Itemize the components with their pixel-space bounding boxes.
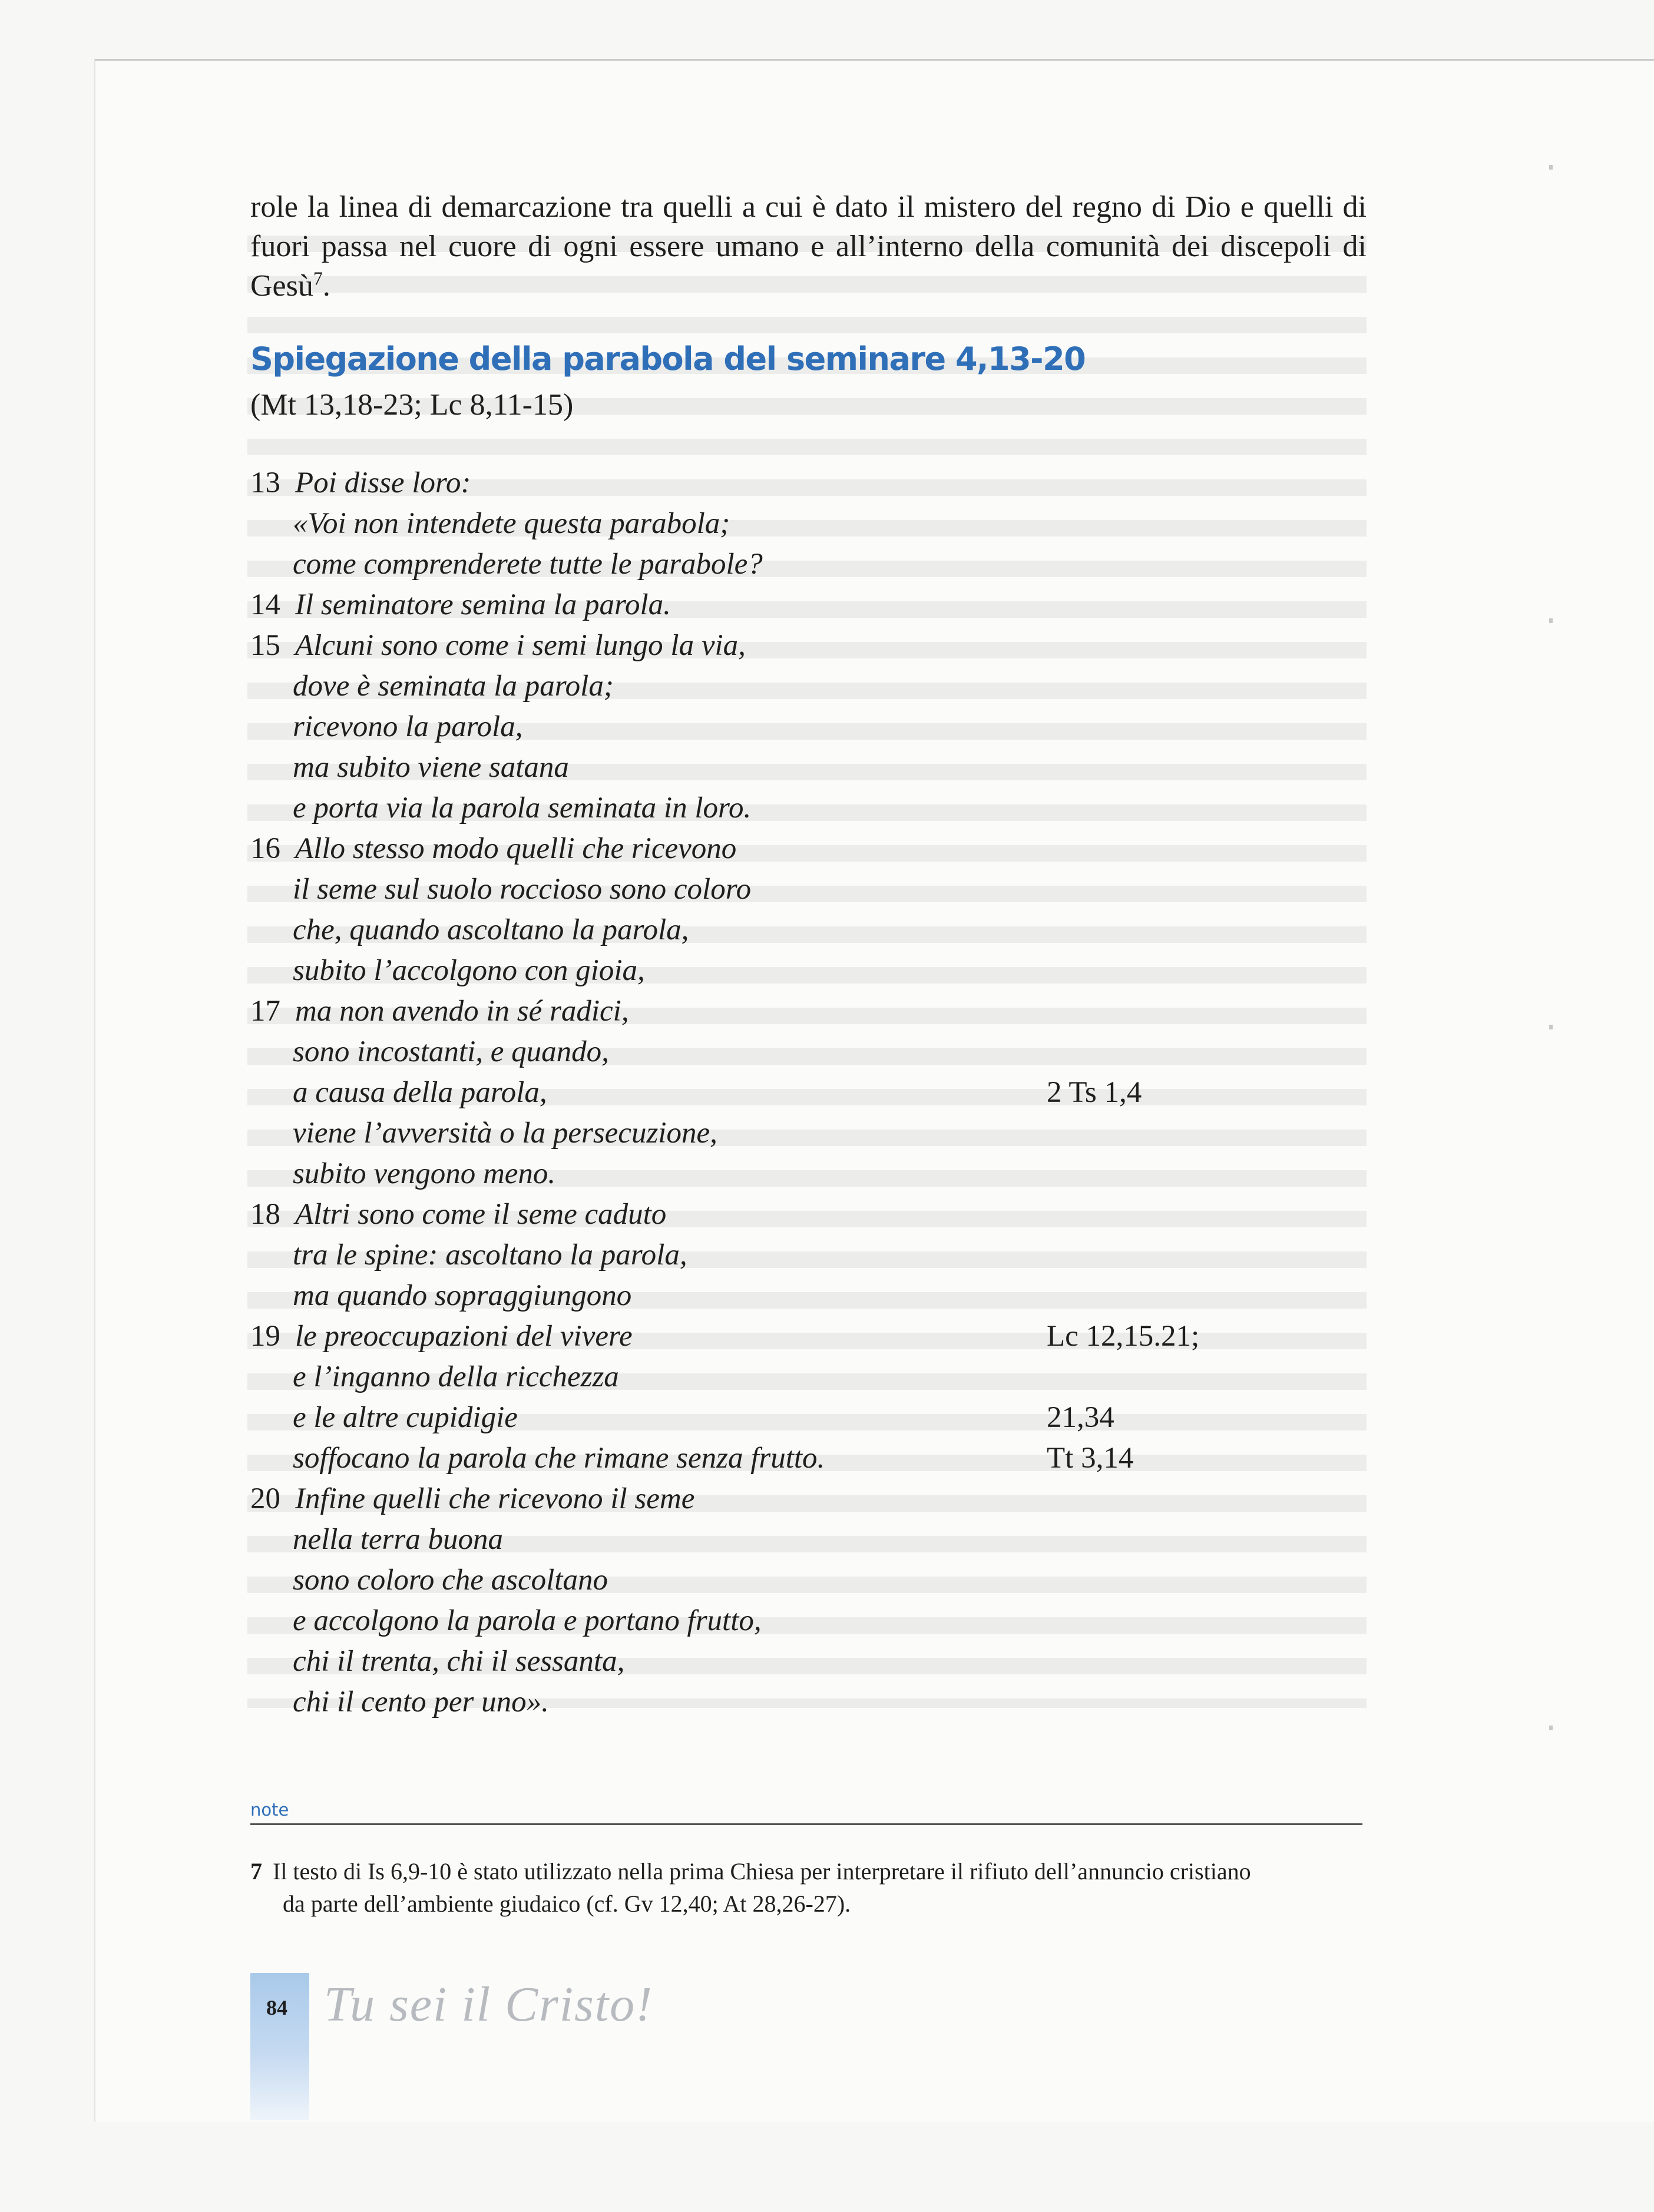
verse-text: Infine quelli che ricevono il seme <box>295 1482 695 1515</box>
verse-line <box>250 951 1399 991</box>
verse-line <box>250 910 1399 951</box>
verse-text: subito vengono meno. <box>293 1157 556 1190</box>
verse-text: e le altre cupidigie <box>293 1401 518 1434</box>
verse-text: le preoccupazioni del vivere <box>295 1320 633 1353</box>
verse-text: subito l’accolgono con gioia, <box>293 954 645 987</box>
margin-speck <box>1549 165 1553 170</box>
verse-text: sono coloro che ascoltano <box>293 1564 608 1597</box>
verse-line <box>250 707 1399 747</box>
verse-number: 18 <box>250 1198 280 1231</box>
intro-end: . <box>322 269 330 303</box>
verse-line <box>250 829 1399 869</box>
verse-line <box>250 869 1399 910</box>
footnote-text-line1: Il testo di Is 6,9-10 è stato utilizzato nella prima Chiesa per interpretare il rifiuto dell’annuncio cristiano <box>273 1858 1251 1885</box>
verse-line <box>250 585 1399 625</box>
verse-number: 15 <box>250 629 280 662</box>
footnote-text-line2: da parte dell’ambiente giudaico (cf. Gv 12,40; At 28,26-27). <box>283 1890 851 1917</box>
verse-number: 19 <box>250 1320 280 1353</box>
verse-text: Poi disse loro: <box>295 466 471 499</box>
running-book-title: Tu sei il Cristo! <box>324 1977 654 2032</box>
parallel-references: (Mt 13,18-23; Lc 8,11-15) <box>250 388 574 422</box>
verse-line <box>250 463 1399 504</box>
verse-line <box>250 544 1399 585</box>
verse-text: dove è seminata la parola; <box>293 670 614 703</box>
margin-speck <box>1549 618 1553 623</box>
verse-text: sono incostanti, e quando, <box>293 1035 609 1068</box>
verse-line <box>250 1601 1399 1641</box>
verse-text: Altri sono come il seme caduto <box>295 1198 667 1231</box>
verse-number: 17 <box>250 995 280 1028</box>
verse-line <box>250 1316 1399 1357</box>
verse-line <box>250 788 1399 829</box>
verse-text: viene l’avversità o la persecuzione, <box>293 1117 717 1150</box>
verse-text: Il seminatore semina la parola. <box>295 588 671 621</box>
footnote-7 <box>250 1855 1364 1920</box>
verse-text: e l’inganno della ricchezza <box>293 1360 619 1393</box>
verse-text: ma non avendo in sé radici, <box>295 995 629 1028</box>
verse-text: soffocano la parola che rimane senza frutto. <box>293 1442 825 1475</box>
intro-text: role la linea di demarcazione tra quelli a cui è dato il mistero del regno di Dio e quelli di fuori passa nel cuore di ogni essere umano e all’interno della comunità dei discepoli di Gesù <box>250 190 1367 303</box>
verse-number: 13 <box>250 466 280 499</box>
verse-text: ma subito viene satana <box>293 751 569 784</box>
margin-speck <box>1549 1025 1553 1029</box>
section-heading: Spiegazione della parabola del seminare 4,13-20 <box>250 340 1086 378</box>
verse-line <box>250 1032 1399 1072</box>
verse-line <box>250 1438 1399 1479</box>
verse-line <box>250 504 1399 544</box>
cross-reference: 21,34 <box>1047 1401 1114 1434</box>
verse-text: come comprenderete tutte le parabole? <box>293 548 763 581</box>
verse-line <box>250 1479 1399 1519</box>
verse-number: 16 <box>250 832 280 865</box>
verse-line <box>250 1235 1399 1276</box>
verse-text: a causa della parola, <box>293 1076 547 1109</box>
verse-text: chi il trenta, chi il sessanta, <box>293 1645 625 1678</box>
verse-line <box>250 1154 1399 1194</box>
verse-line <box>250 991 1399 1032</box>
verse-line <box>250 1560 1399 1601</box>
footnote-reference[interactable]: 7 <box>313 267 323 289</box>
verse-line <box>250 747 1399 788</box>
cross-reference: Tt 3,14 <box>1047 1442 1134 1475</box>
notes-divider <box>250 1823 1362 1825</box>
verse-text: e accolgono la parola e portano frutto, <box>293 1604 762 1637</box>
verse-text: nella terra buona <box>293 1523 503 1556</box>
verse-text: il seme sul suolo roccioso sono coloro <box>293 873 752 906</box>
verse-text: e porta via la parola seminata in loro. <box>293 792 752 824</box>
verse-text: ricevono la parola, <box>293 710 523 743</box>
verse-text: tra le spine: ascoltano la parola, <box>293 1239 687 1271</box>
verse-text: Allo stesso modo quelli che ricevono <box>295 832 737 865</box>
verse-line <box>250 1519 1399 1560</box>
verse-line <box>250 1398 1399 1438</box>
notes-label: note <box>250 1800 289 1820</box>
cross-reference: Lc 12,15.21; <box>1047 1320 1200 1353</box>
verse-text: che, quando ascoltano la parola, <box>293 913 689 946</box>
verse-number: 14 <box>250 588 280 621</box>
cross-reference: 2 Ts 1,4 <box>1047 1076 1142 1109</box>
verse-line <box>250 666 1399 707</box>
verse-text: chi il cento per uno». <box>293 1686 549 1718</box>
verse-number: 20 <box>250 1482 280 1515</box>
footnote-number: 7 <box>250 1858 262 1885</box>
verse-line <box>250 1357 1399 1398</box>
verse-text: Alcuni sono come i semi lungo la via, <box>295 629 746 662</box>
verse-list <box>250 463 1399 1723</box>
intro-paragraph <box>250 187 1367 306</box>
verse-line <box>250 1194 1399 1235</box>
page-number: 84 <box>266 1996 287 2019</box>
verse-text: ma quando sopraggiungono <box>293 1279 632 1312</box>
verse-line <box>250 625 1399 666</box>
margin-speck <box>1549 1726 1553 1730</box>
verse-line <box>250 1641 1399 1682</box>
verse-line <box>250 1276 1399 1316</box>
verse-text: «Voi non intendete questa parabola; <box>293 507 730 540</box>
verse-line <box>250 1113 1399 1154</box>
verse-line <box>250 1682 1399 1723</box>
verse-line <box>250 1072 1399 1113</box>
